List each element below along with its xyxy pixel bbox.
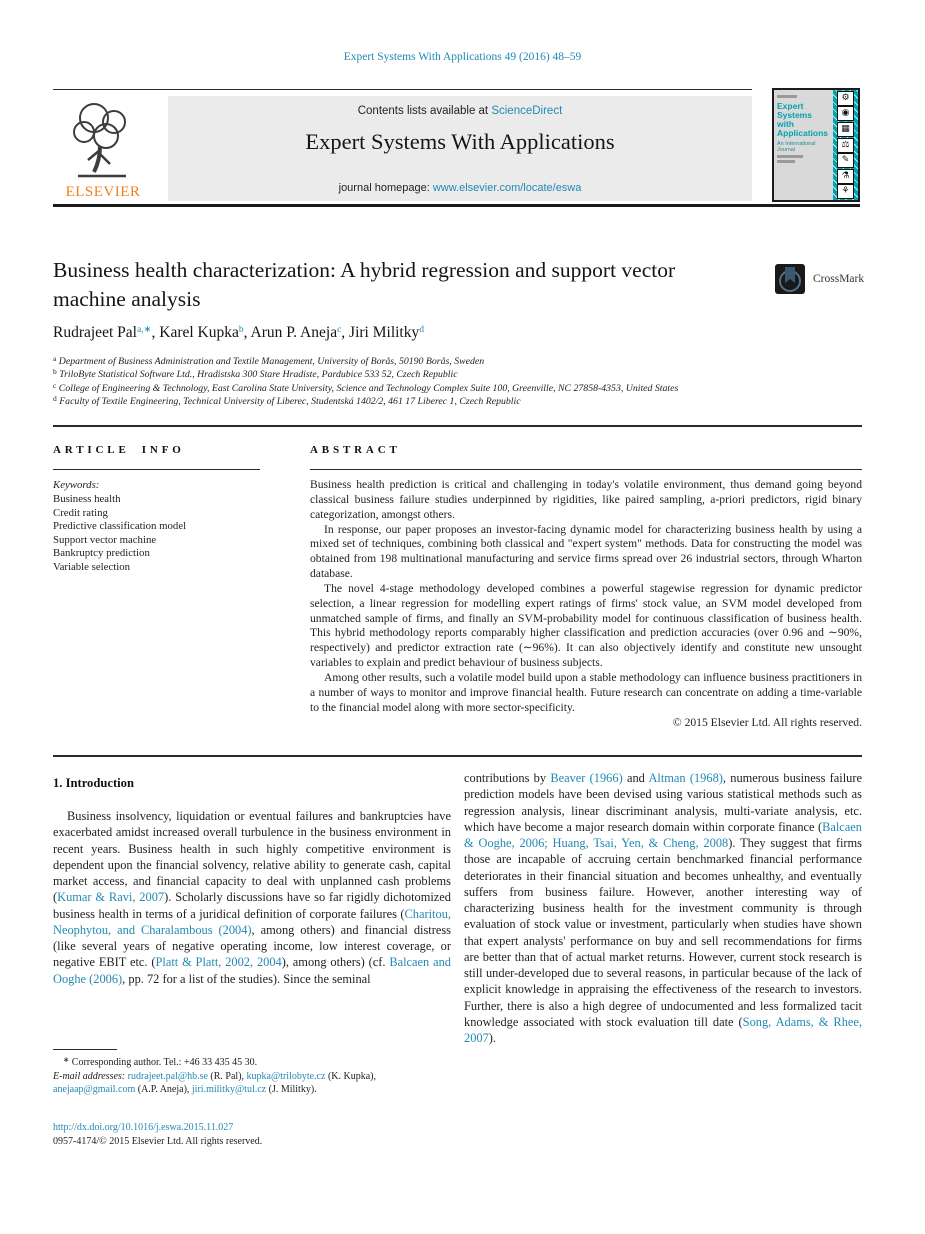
abstract-rule — [310, 469, 862, 470]
citation-song-adams-rhee-2007[interactable]: Song, Adams, & Rhee, 2007 — [464, 1014, 862, 1045]
cover-logo-placeholder — [777, 95, 797, 98]
sciencedirect-link[interactable]: ScienceDirect — [491, 105, 563, 117]
authors-line: Rudrajeet Pal$^{a,∗}$, Karel Kupka$^b$, Arun P. Aneja$^c$, Jiri Militky$^d$ — [53, 324, 424, 341]
keyword-item: Business health — [53, 493, 121, 505]
keywords-list — [53, 493, 283, 575]
info-section-top-rule — [53, 425, 862, 427]
elsevier-wordmark: ELSEVIER — [65, 184, 141, 200]
header-top-rule — [53, 89, 752, 90]
doi-link[interactable]: http://dx.doi.org/10.1016/j.eswa.2015.11.027 — [53, 1122, 234, 1133]
flask-icon: ⚗ — [837, 169, 854, 184]
citation-platt-2002-2004[interactable]: Platt & Platt, 2002, 2004 — [155, 955, 282, 970]
abstract-paragraph: Business health prediction is critical and challenging in today's volatile environment, thus demand going beyond classical business failure studies underpinned by rigidities, like paired sampling, a-priori predictors, rigid binary categorization, amongst others. — [310, 478, 862, 521]
email-pal[interactable]: rudrajeet.pal@hb.se — [127, 1071, 208, 1083]
author-name: Jiri Militky — [349, 324, 420, 341]
affiliation-line: $^c$ College of Engineering & Technology, East Carolina State University, Science and Technology Complex Suite 100, Greenville, NC 27858-4353, United States — [53, 380, 679, 394]
elsevier-tree-icon — [64, 96, 142, 180]
email-militky[interactable]: jiri.militky@tul.cz — [191, 1084, 267, 1096]
issn-copyright-line: 0957-4174/© 2015 Elsevier Ltd. All rights reserved. — [53, 1136, 263, 1147]
citation-balcaen-ooghe-2006[interactable]: Balcaen and Ooghe (2006) — [53, 955, 451, 986]
journal-homepage-link[interactable]: www.elsevier.com/locate/eswa — [432, 182, 582, 194]
footnote-rule — [53, 1049, 117, 1050]
email-aneja[interactable]: anejaap@gmail.com — [53, 1084, 136, 1096]
journal-cover-thumbnail[interactable] — [772, 88, 860, 202]
pencil-icon: ✎ — [837, 153, 854, 168]
affiliation-line: $^b$ TriloByte Statistical Software Ltd., Hradistska 300 Stare Hradiste, Pardubice 533 52, Czech Republic — [53, 367, 458, 381]
intro-right-column: contributions by Beaver (1966) and Altman (1968), numerous business failure prediction models have been devised using various statistical methods such as regression analysis, linear discriminant analysis, multi-variate analysis, etc. which have become a major research domain within corporate finance (Balcaen & Ooghe, 2006; Huang, Tsai, Yen, & Cheng, 2008). They suggest that firms those are incapable of accruing certain benchmarked financial performance deteriorates in their financial situation and becomes unhealthy, and eventually suffers from business failure. However, another interesting way of characterizing business health for the investment community is through evaluation of stock value or investment, particularly when studies have shown that expert analysts' performance on buy and sell recommendations for firms are better than that of actual market returns. However, current stock research is still under-developed due to several reasons, in particular because of the lack of explicit knowledge in appraising the effectiveness of the research to investors. Further, there is also a high degree of undocumented and less formalized tacit knowledge associated with stock evaluation till date (Song, Adams, & Rhee, 2007). — [464, 771, 863, 1045]
article-info-rule — [53, 469, 260, 470]
abstract-paragraph: Among other results, such a volatile model build upon a stable methodology can influence business practitioners in a number of ways to monitor and improve financial health. Future research can concentrate on adding a time-variable to the financial model along with more sector-specificity. — [310, 670, 862, 714]
keyword-item: Credit rating — [53, 506, 108, 519]
intro-left-column: Business insolvency, liquidation or eventual failures and bankruptcies have exacerbated amidst increased overall turbulence in the business environment in recent years. Business health in such highly competitive environment is dependent upon the financial solvency, relative ability to generate cash, capital market access, and financial capacity to deal with unplanned cash problems (Kumar & Ravi, 2007). Scholarly discussions have so far rigidly dichotomized business health in terms of a juridical definition of corporate failures (Charitou, Neophytou, and Charalambous (2004), among others) and financial distress (like several years of negative operating income, low interest coverage, or negative EBIT etc. (Platt & Platt, 2002, 2004), among others) (cf. Balcaen and Ooghe (2006), pp. 72 for a list of the studies). Since the seminal — [53, 809, 451, 986]
abstract-copyright: © 2015 Elsevier Ltd. All rights reserved. — [672, 715, 862, 729]
affiliations-block — [53, 355, 843, 409]
crossmark-icon — [775, 264, 805, 294]
footnotes-block — [53, 1056, 453, 1097]
cover-text-area — [777, 93, 831, 197]
cover-icon-stripe — [833, 90, 858, 200]
gear-icon: ⚙ — [837, 91, 854, 106]
cover-editor-placeholder — [777, 155, 803, 158]
citation-charitou-2004[interactable]: Charitou, Neophytou, and Charalambous (2004) — [53, 906, 451, 937]
article-info-heading: ARTICLE INFO — [53, 444, 185, 456]
keyword-item: Support vector machine — [53, 533, 157, 546]
author-name: Rudrajeet Pal — [53, 324, 137, 341]
citation-altman-1968[interactable]: Altman (1968) — [648, 771, 723, 785]
body-top-rule — [53, 755, 862, 757]
homepage-prefix: journal homepage: — [338, 182, 433, 194]
author-superscript[interactable]: c — [337, 325, 342, 335]
article-title: Business health characterization: A hybrid regression and support vector machine analysis — [53, 258, 676, 311]
plant-icon: ⚘ — [837, 184, 854, 199]
affiliation-line: $^d$ Faculty of Textile Engineering, Technical University of Liberec, Studentská 1402/2, 461 17 Liberec 1, Czech Republic — [53, 394, 521, 408]
keyword-item: Variable selection — [53, 560, 131, 573]
keyword-item: Predictive classification model — [53, 520, 187, 533]
section-heading-introduction: 1. Introduction — [53, 776, 134, 790]
cover-subtitle: An International Journal — [777, 141, 816, 153]
crossmark-badge[interactable] — [775, 264, 905, 296]
author-superscript[interactable]: b — [238, 325, 244, 335]
keyword-item: Bankruptcy prediction — [53, 547, 150, 560]
journal-reference-line: Expert Systems With Applications 49 (2016) 48–59 — [343, 51, 582, 63]
affiliation-line: $^a$ Department of Business Administration and Textile Management, University of Borås, 50190 Borås, Sweden — [53, 354, 485, 367]
author-superscript[interactable]: d — [419, 325, 424, 335]
email-kupka[interactable]: kupka@trilobyte.cz — [246, 1071, 326, 1083]
abstract-paragraph: In response, our paper proposes an investor-facing dynamic model for characterizing business health by using a mixed set of techniques, combining both classical and "expert system" methods. Data for constructing the model was obtained from 198 multinational manufacturing and service firms spread over 26 industrial sectors, through Wharton database. — [310, 522, 862, 581]
citation-beaver-1966[interactable]: Beaver (1966) — [550, 771, 623, 785]
globe-icon: ◉ — [837, 106, 854, 121]
cover-title: Expert Systems with Applications — [777, 101, 829, 138]
header-thick-rule — [53, 204, 860, 207]
crossmark-label: CrossMark — [813, 273, 865, 285]
abstract-heading: ABSTRACT — [310, 444, 401, 456]
corresponding-author-note: ∗ Corresponding author. Tel.: +46 33 435 45 30. — [63, 1055, 258, 1068]
author-name: Arun P. Aneja — [250, 324, 338, 341]
author-name: Karel Kupka — [159, 324, 239, 341]
bar-chart-icon: ▦ — [837, 122, 854, 137]
contents-prefix: Contents lists available at — [357, 105, 492, 117]
citation-balcaen-huang[interactable]: Balcaen & Ooghe, 2006; Huang, Tsai, Yen, & Cheng, 2008 — [464, 819, 862, 850]
elsevier-logo — [53, 96, 153, 201]
abstract-body — [310, 478, 862, 730]
journal-header-band — [168, 96, 752, 201]
journal-homepage-line — [168, 182, 752, 194]
contents-line — [168, 105, 752, 117]
abstract-paragraph: The novel 4-stage methodology developed combines a powerful stagewise regression for dynamic predictor selection, a linear regression for modelling expert ratings of firms' stock value, an SVM model developed from unmatched sample of firms, and finally an SVM-probability model for continuous classification of business health. This hybrid methodology reports comparably higher classification and prediction accuracies (over 0.96 and ∼90%, respectively) and predictor extraction rate (∼96%). It can also objectively identify and constitute new unsought variables to explain and predict behaviour of business subjects. — [310, 581, 862, 670]
email-addresses-note: E-mail addresses: rudrajeet.pal@hb.se (R. Pal), kupka@trilobyte.cz (K. Kupka), anejaap@gmail.com (A.P. Aneja), jiri.militky@tul.cz (J. Militky). — [53, 1071, 376, 1096]
keywords-label: Keywords: — [53, 479, 100, 491]
journal-title: Expert Systems With Applications — [305, 129, 615, 154]
author-superscript[interactable]: a,∗ — [136, 325, 152, 335]
scales-icon: ⚖ — [837, 138, 854, 153]
citation-kumar-ravi-2007[interactable]: Kumar & Ravi, 2007 — [57, 890, 165, 905]
cover-editor-placeholder — [777, 160, 795, 163]
